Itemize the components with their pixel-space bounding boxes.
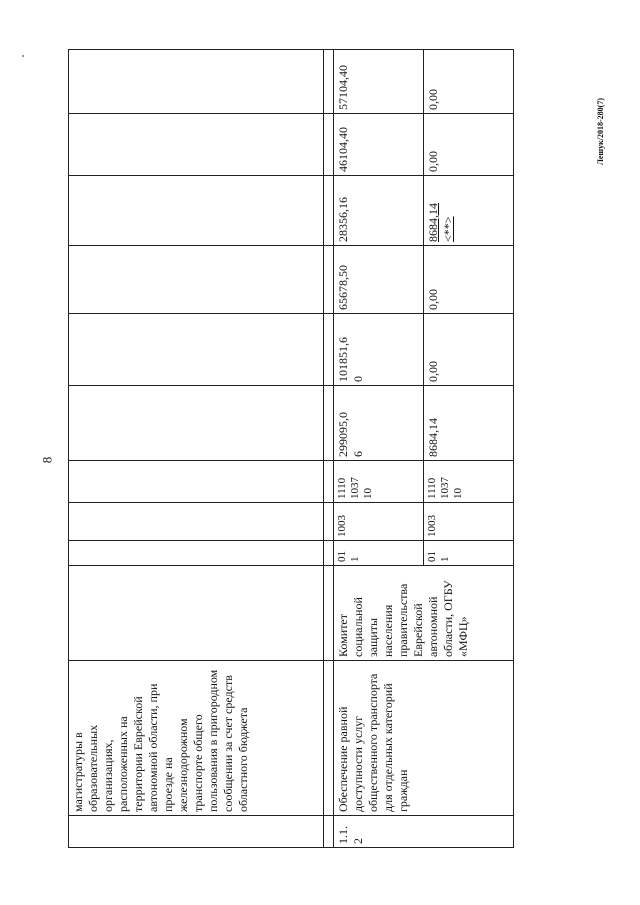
rotated-table-container [68,58,588,848]
executor: Комитет социальной защиты населения правительства Еврейской автономной области, ОГБУ «МФЦ» [334,566,514,661]
spacer-cell [324,114,334,176]
spacer-cell [324,566,334,661]
csr-code: 1110 1037 10 [424,461,514,503]
rzpr-code: 1003 [334,503,424,541]
scan-speck [22,55,24,57]
table-row [334,50,424,848]
amount-2020 [69,246,324,314]
document-code: Лешук/2018-280(7) [596,98,605,166]
spacer-cell [324,246,334,314]
amount-2021: 8684,14 <**> [424,176,514,246]
amount-2023: 57104,40 [334,50,424,114]
amount-2022: 0,00 [424,114,514,176]
spacer-cell [324,541,334,566]
amount-2019: 0,00 [424,314,514,386]
amount-2021: 28356,16 [334,176,424,246]
total-amount: 8684,14 [424,386,514,461]
spacer-cell [324,461,334,503]
row-number: 1.1. 2 [334,816,514,848]
total-amount [69,386,324,461]
spacer-cell [324,503,334,541]
spacer-cell [324,661,334,816]
csr-code [69,461,324,503]
csr-code: 1110 1037 10 [334,461,424,503]
rzpr-code: 1003 [424,503,514,541]
table-row [324,50,334,848]
activity-name: магистратуры в образовательных организациях, расположенных на территории Еврейской автономной области, при проезде на железнодорожном транспорте общего пользования в пригородном сообщении за счет средств областного бюджета [69,661,324,816]
grbs-code: 01 1 [424,541,514,566]
spacer-cell [324,386,334,461]
amount-2020: 0,00 [424,246,514,314]
total-amount: 299095,0 6 [334,386,424,461]
amount-2022: 46104,40 [334,114,424,176]
grbs-code: 01 1 [334,541,424,566]
activity-name: Обеспечение равной доступности услуг общественного транспорта для отдельных категорий граждан [334,661,514,816]
amount-2023: 0,00 [424,50,514,114]
spacer-cell [324,816,334,848]
amount-2019 [69,314,324,386]
spacer-cell [324,50,334,114]
spacer-cell [324,314,334,386]
page-number: 8 [39,456,55,464]
amount-2022 [69,114,324,176]
grbs-code [69,541,324,566]
amount-2023 [69,50,324,114]
amount-2019: 101851,6 0 [334,314,424,386]
spacer-cell [324,176,334,246]
amount-2021 [69,176,324,246]
amount-2020: 65678,50 [334,246,424,314]
executor [69,566,324,661]
table-row [69,50,324,848]
program-activities-table [68,49,514,848]
row-number [69,816,324,848]
rzpr-code [69,503,324,541]
